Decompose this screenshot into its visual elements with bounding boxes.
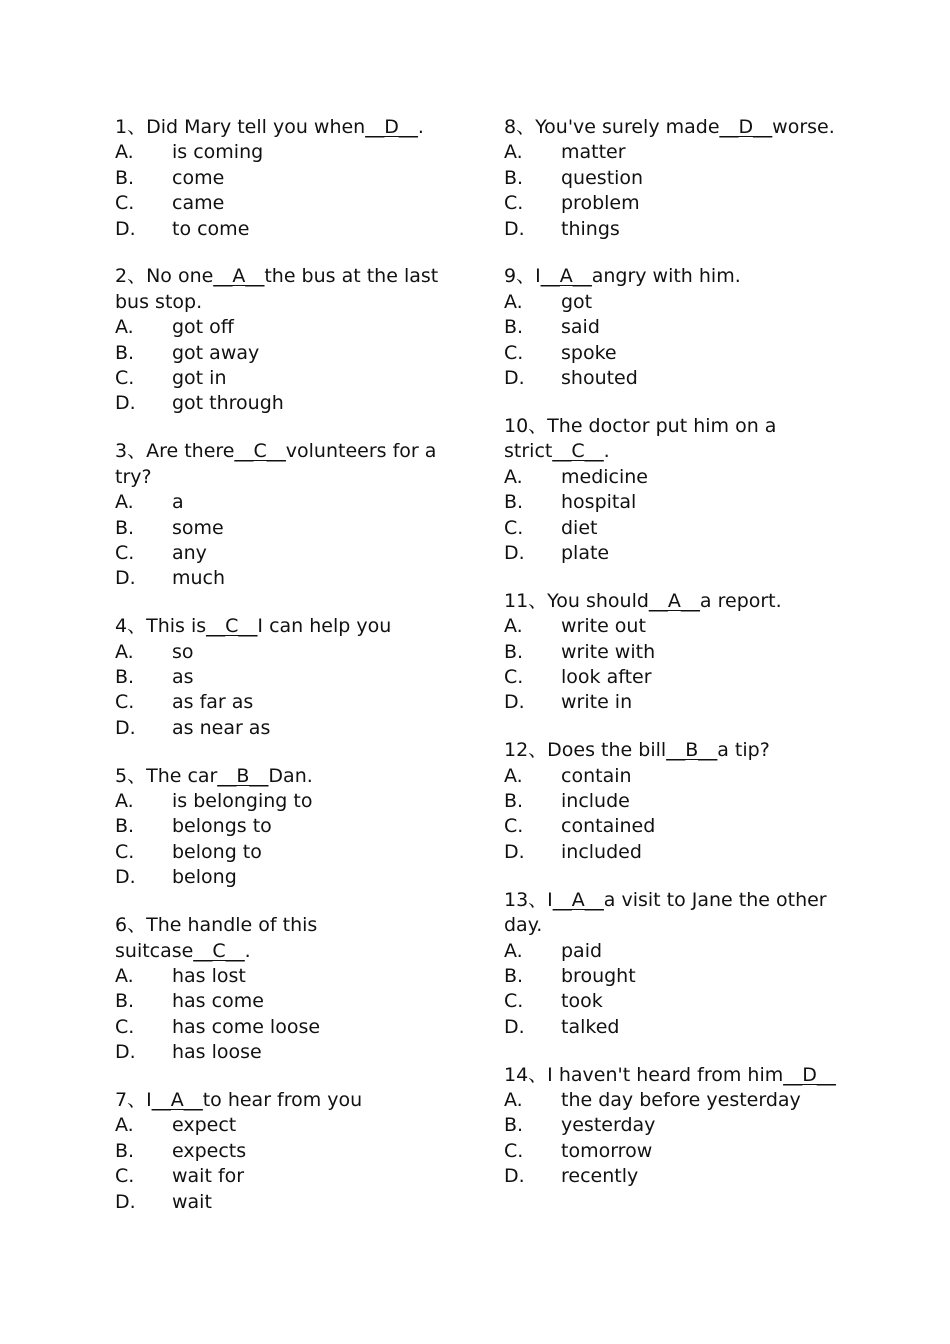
option-letter: A. — [504, 290, 523, 313]
option-letter: D. — [504, 840, 525, 863]
question-stem — [504, 115, 849, 140]
option-text: is coming — [172, 141, 264, 164]
option-letter: D. — [504, 541, 525, 564]
answer-option — [115, 1190, 455, 1215]
option-text: matter — [561, 141, 626, 164]
answer-option — [115, 315, 455, 340]
option-letter: A. — [504, 141, 523, 164]
question-text-end: to hear from you — [202, 1089, 363, 1112]
question-text: 2、No one — [115, 265, 214, 288]
option-letter: C. — [115, 541, 135, 564]
answer-option — [115, 716, 455, 741]
question — [504, 115, 849, 242]
answer-option — [504, 989, 849, 1014]
option-text: tomorrow — [561, 1139, 653, 1162]
answer-option — [504, 166, 849, 191]
question-text: 4、This is — [115, 615, 207, 638]
option-letter: B. — [115, 1139, 135, 1162]
option-text: belong — [172, 866, 237, 889]
question — [504, 414, 849, 566]
answer-option — [504, 490, 849, 515]
option-letter: D. — [115, 392, 136, 415]
option-letter: A. — [115, 1114, 134, 1137]
option-text: write out — [561, 615, 646, 638]
option-letter: B. — [115, 516, 135, 539]
option-letter: C. — [504, 1139, 524, 1162]
question-stem — [115, 439, 455, 490]
option-text: brought — [561, 964, 636, 987]
answer-blank: __A__ — [648, 589, 700, 612]
answer-option — [504, 315, 849, 340]
option-letter: A. — [504, 1089, 523, 1112]
question-text-end: worse. — [772, 116, 835, 138]
option-text: things — [561, 217, 620, 240]
option-text: is belonging to — [172, 790, 313, 813]
option-letter: D. — [504, 1165, 525, 1188]
question-text: 12、Does the bill — [504, 739, 667, 762]
option-letter: B. — [504, 964, 524, 987]
option-text: include — [561, 790, 630, 813]
answer-option — [504, 191, 849, 216]
option-letter: C. — [115, 367, 135, 390]
left-question-column — [115, 115, 455, 1238]
question — [115, 913, 455, 1065]
option-text: belongs to — [172, 815, 272, 838]
answer-option — [504, 789, 849, 814]
answer-option — [115, 989, 455, 1014]
option-letter: B. — [504, 316, 524, 339]
answer-blank: __A__ — [151, 1089, 203, 1112]
question — [115, 439, 455, 591]
option-letter: C. — [504, 516, 524, 539]
answer-option — [504, 690, 849, 715]
option-letter: A. — [115, 141, 134, 164]
question — [504, 888, 849, 1040]
answer-option — [115, 1164, 455, 1189]
answer-blank: __D__ — [719, 116, 773, 138]
option-text: took — [561, 990, 603, 1013]
question-text-end: Dan. — [268, 764, 313, 787]
option-text: got away — [172, 341, 260, 364]
option-text: contain — [561, 764, 632, 787]
question — [115, 614, 455, 741]
answer-option — [115, 516, 455, 541]
option-letter: B. — [504, 640, 524, 663]
option-text: wait for — [172, 1165, 245, 1188]
option-text: included — [561, 840, 642, 863]
option-letter: A. — [504, 764, 523, 787]
option-text: belong to — [172, 840, 262, 863]
option-text: got — [561, 290, 593, 313]
question — [115, 264, 455, 416]
answer-option — [115, 640, 455, 665]
answer-option — [115, 789, 455, 814]
option-text: shouted — [561, 367, 638, 390]
answer-option — [504, 290, 849, 315]
answer-blank: __C__ — [193, 939, 245, 962]
option-letter: B. — [115, 166, 135, 189]
option-text: plate — [561, 541, 610, 564]
answer-option — [504, 1113, 849, 1138]
answer-option — [115, 490, 455, 515]
option-letter: A. — [504, 465, 523, 488]
option-letter: B. — [115, 341, 135, 364]
question-stem — [504, 264, 849, 289]
option-text: medicine — [561, 465, 648, 488]
answer-option — [504, 1164, 849, 1189]
question — [504, 589, 849, 716]
answer-blank: __D__ — [783, 1063, 836, 1086]
answer-option — [115, 341, 455, 366]
answer-option — [504, 964, 849, 989]
option-text: contained — [561, 815, 656, 838]
answer-option — [504, 1139, 849, 1164]
answer-option — [504, 764, 849, 789]
option-text: any — [172, 541, 207, 564]
question-stem — [115, 764, 455, 789]
answer-option — [115, 366, 455, 391]
question-stem — [115, 264, 455, 315]
option-text: has come loose — [172, 1015, 321, 1038]
option-text: the day before yesterday — [561, 1089, 801, 1112]
answer-blank: __D__ — [365, 116, 418, 138]
answer-option — [504, 640, 849, 665]
option-text: so — [172, 640, 194, 663]
answer-option — [115, 1015, 455, 1040]
question — [504, 264, 849, 391]
answer-blank: __A__ — [540, 265, 592, 288]
option-text: spoke — [561, 341, 617, 364]
option-text: as far as — [172, 691, 254, 714]
option-letter: B. — [504, 166, 524, 189]
answer-option — [115, 566, 455, 591]
option-text: wait — [172, 1190, 212, 1213]
question-text-end: . — [417, 116, 424, 138]
option-letter: D. — [115, 716, 136, 739]
option-text: expect — [172, 1114, 237, 1137]
question — [115, 115, 455, 242]
question-stem — [115, 115, 455, 140]
option-letter: C. — [504, 341, 524, 364]
option-text: has loose — [172, 1041, 262, 1064]
answer-option — [504, 541, 849, 566]
answer-option — [115, 1139, 455, 1164]
answer-option — [115, 814, 455, 839]
answer-option — [504, 140, 849, 165]
question-text: 6、The handle of this suitcase — [115, 914, 318, 962]
option-text: yesterday — [561, 1114, 656, 1137]
option-text: got off — [172, 316, 234, 339]
answer-blank: __A__ — [213, 265, 265, 288]
answer-option — [115, 1040, 455, 1065]
question-text: 14、I haven't heard from him — [504, 1063, 784, 1086]
question — [115, 764, 455, 891]
option-letter: A. — [504, 615, 523, 638]
option-text: some — [172, 516, 224, 539]
option-letter: C. — [115, 192, 135, 215]
option-text: write in — [561, 691, 633, 714]
option-letter: C. — [504, 666, 524, 688]
option-text: expects — [172, 1139, 247, 1162]
option-text: came — [172, 192, 225, 215]
option-text: has lost — [172, 964, 246, 987]
option-letter: D. — [115, 567, 136, 590]
option-text: as — [172, 666, 194, 689]
question-text: 13、I — [504, 888, 553, 911]
option-letter: C. — [115, 1015, 135, 1038]
question-stem — [115, 614, 455, 639]
question-text-end: the bus at the last bus stop. — [115, 265, 439, 313]
question-stem — [504, 1063, 849, 1088]
option-letter: B. — [504, 790, 524, 813]
answer-option — [115, 840, 455, 865]
option-letter: D. — [504, 217, 525, 240]
answer-blank: __C__ — [234, 440, 286, 463]
option-letter: B. — [115, 666, 135, 689]
option-letter: C. — [504, 990, 524, 1013]
option-letter: A. — [115, 640, 134, 663]
option-letter: D. — [115, 1190, 136, 1213]
option-letter: D. — [115, 1041, 136, 1064]
option-letter: D. — [115, 217, 136, 240]
answer-option — [115, 217, 455, 242]
option-text: got through — [172, 392, 284, 415]
answer-option — [504, 465, 849, 490]
answer-option — [504, 217, 849, 242]
answer-blank: __B__ — [217, 764, 269, 787]
question — [115, 1088, 455, 1215]
question — [504, 738, 849, 865]
option-letter: C. — [504, 815, 524, 838]
option-text: to come — [172, 217, 250, 240]
question-text-end: volunteers for a try? — [115, 440, 437, 488]
question-text-end: . — [244, 939, 251, 962]
question-text-end: a visit to Jane the other day. — [504, 888, 827, 937]
option-text: much — [172, 567, 226, 590]
answer-option — [115, 690, 455, 715]
answer-option — [504, 366, 849, 391]
option-letter: A. — [115, 316, 134, 339]
option-text: look after — [561, 666, 652, 688]
right-question-column — [504, 115, 849, 1212]
option-letter: D. — [504, 691, 525, 714]
answer-option — [504, 341, 849, 366]
option-text: as near as — [172, 716, 271, 739]
answer-option — [504, 814, 849, 839]
question-text-end: a tip? — [717, 739, 770, 762]
answer-option — [115, 391, 455, 416]
option-text: talked — [561, 1015, 620, 1038]
answer-option — [504, 516, 849, 541]
option-letter: B. — [504, 491, 524, 514]
question-text: 1、Did Mary tell you when — [115, 116, 366, 138]
question-text-end: angry with him. — [591, 265, 741, 288]
question-stem — [504, 414, 849, 465]
answer-option — [115, 665, 455, 690]
answer-option — [115, 191, 455, 216]
question-stem — [504, 888, 849, 939]
question-text: 8、You've surely made — [504, 116, 720, 138]
answer-option — [115, 140, 455, 165]
answer-option — [115, 865, 455, 890]
option-text: got in — [172, 367, 227, 390]
answer-option — [115, 1113, 455, 1138]
question-stem — [115, 1088, 455, 1113]
question-text: 5、The car — [115, 764, 218, 787]
answer-blank: __B__ — [666, 739, 718, 762]
option-text: recently — [561, 1165, 639, 1188]
answer-blank: __A__ — [552, 888, 604, 911]
option-text: problem — [561, 192, 640, 215]
answer-option — [115, 166, 455, 191]
option-text: hospital — [561, 491, 637, 514]
option-text: question — [561, 166, 644, 189]
answer-option — [504, 1015, 849, 1040]
question-text: 3、Are there — [115, 440, 235, 463]
answer-option — [504, 614, 849, 639]
answer-option — [115, 964, 455, 989]
option-text: write with — [561, 640, 656, 663]
option-text: a — [172, 491, 184, 514]
option-text: diet — [561, 516, 598, 539]
option-letter: D. — [504, 1015, 525, 1038]
option-letter: C. — [115, 840, 135, 863]
question-text: 10、The doctor put him on a strict — [504, 414, 777, 463]
answer-option — [504, 665, 849, 690]
question-text-end: a report. — [699, 589, 782, 612]
answer-blank: __C__ — [552, 440, 604, 463]
question-text-end: . — [603, 440, 610, 463]
answer-option — [504, 840, 849, 865]
answer-option — [115, 541, 455, 566]
option-letter: B. — [115, 815, 135, 838]
answer-option — [504, 939, 849, 964]
option-letter: A. — [115, 491, 134, 514]
option-text: paid — [561, 939, 603, 962]
option-letter: A. — [115, 964, 134, 987]
question-text: 7、I — [115, 1089, 152, 1112]
question — [504, 1063, 849, 1190]
option-letter: A. — [504, 939, 523, 962]
option-letter: C. — [115, 691, 135, 714]
option-letter: D. — [115, 866, 136, 889]
question-text-end: I can help you — [257, 615, 392, 638]
option-text: come — [172, 166, 225, 189]
question-stem — [504, 589, 849, 614]
question-text: 9、I — [504, 265, 541, 288]
option-letter: B. — [504, 1114, 524, 1137]
question-text: 11、You should — [504, 589, 649, 612]
option-letter: C. — [115, 1165, 135, 1188]
option-letter: D. — [504, 367, 525, 390]
option-letter: B. — [115, 990, 135, 1013]
option-letter: C. — [504, 192, 524, 215]
question-stem — [115, 913, 455, 964]
option-text: said — [561, 316, 600, 339]
option-letter: A. — [115, 790, 134, 813]
answer-option — [504, 1088, 849, 1113]
answer-blank: __C__ — [206, 615, 258, 638]
option-text: has come — [172, 990, 264, 1013]
question-stem — [504, 738, 849, 763]
